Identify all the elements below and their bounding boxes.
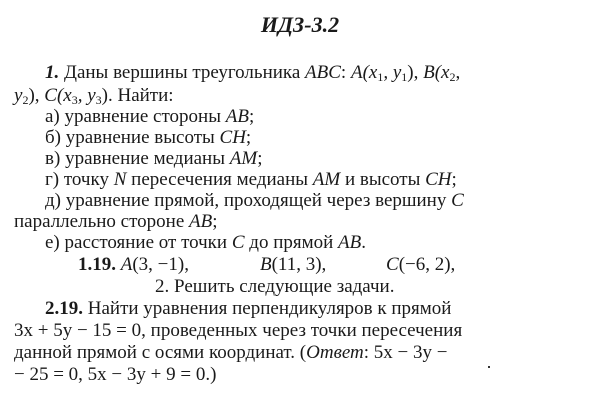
print-speck	[488, 366, 490, 368]
task1-variant-c: C(−6, 2),	[386, 254, 456, 275]
answer-label: Ответ	[306, 342, 364, 363]
task1-intro-line2: $y_2$), $C(x_3$, $y_3$). Найти:	[14, 85, 174, 107]
task1-variant: 1.19. A(3, −1),	[78, 254, 189, 275]
task1-intro-line1: 1. Даны вершины треугольника ABC: $A(x_1$, $y_1$), $B(x_2$,	[45, 62, 461, 84]
task1-item-b: б) уравнение высоты CH;	[45, 127, 252, 148]
task1-item-a: а) уравнение стороны AB;	[45, 106, 255, 127]
task2-line3: данной прямой с осями координат. (Ответ: 5x − 3y −	[14, 342, 448, 363]
task1-item-d: г) точку N пересечения медианы AM и высоты CH;	[45, 169, 457, 190]
task2-line4: − 25 = 0, 5x − 3y + 9 = 0.)	[14, 364, 217, 385]
task1-item-e-line2: параллельно стороне AB;	[14, 211, 218, 232]
task1-item-c: в) уравнение медианы AM;	[45, 148, 263, 169]
task1-item-f: е) расстояние от точки C до прямой AB.	[45, 232, 367, 253]
task1-item-e-line1: д) уравнение прямой, проходящей через вершину C	[45, 190, 464, 211]
problem-number: 2.19.	[45, 298, 83, 319]
task1-number: 1.	[45, 62, 60, 83]
document-title: ИДЗ-3.2	[260, 12, 340, 37]
task2-heading: 2. Решить следующие задачи.	[155, 276, 395, 297]
task2-line2: 3x + 5y − 15 = 0, проведенных через точки пересечения	[14, 320, 463, 341]
variant-number: 1.19.	[78, 254, 116, 275]
task2-line1: 2.19. Найти уравнения перпендикуляров к прямой	[45, 298, 452, 319]
task1-variant-b: B(11, 3),	[260, 254, 327, 275]
